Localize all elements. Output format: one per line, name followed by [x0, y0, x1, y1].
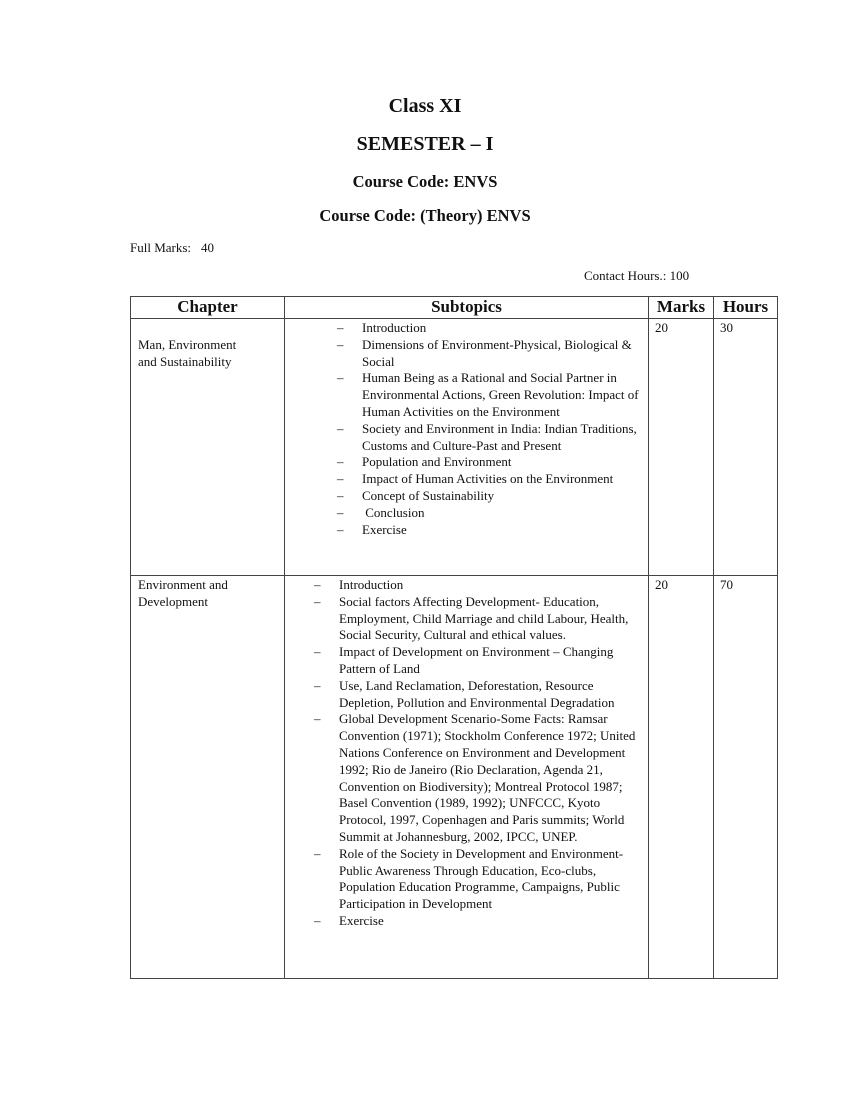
list-item: [314, 577, 644, 594]
dash-bullet: –: [314, 711, 321, 727]
list-item: [337, 454, 646, 471]
list-item: [314, 593, 644, 644]
list-item: [337, 320, 646, 337]
dash-bullet: –: [337, 487, 344, 503]
dash-bullet: –: [337, 504, 344, 520]
marks-cell: [649, 319, 714, 576]
list-item: [337, 370, 646, 420]
dash-bullet: –: [337, 521, 344, 537]
dash-bullet: –: [337, 420, 344, 436]
chapter-title-line: Man, Environment: [138, 337, 237, 352]
dash-bullet: –: [314, 593, 321, 609]
hours-cell: [714, 576, 778, 979]
subtopic-text: Concept of Sustainability: [362, 487, 495, 503]
header-marks: Marks: [649, 297, 714, 319]
dash-bullet: –: [337, 471, 344, 487]
subtopic-text: Dimensions of Environment-Physical, Biological & Social: [362, 336, 632, 369]
list-item: [314, 677, 644, 712]
chapter-title-line: Environment and: [138, 577, 228, 592]
dash-bullet: –: [314, 577, 321, 592]
subtopics-cell: [285, 319, 649, 576]
marks-value: 20: [655, 577, 668, 592]
marks-value: 20: [655, 320, 668, 335]
marks-cell: [649, 576, 714, 979]
syllabus-table: [130, 296, 778, 979]
contact-hours: Contact Hours.: 100: [584, 268, 690, 283]
dash-bullet: –: [337, 336, 344, 352]
header-hours: Hours: [714, 297, 778, 319]
course-code-theory: Course Code: (Theory) ENVS: [319, 206, 531, 225]
subtopic-text: Impact of Human Activities on the Environment: [362, 471, 614, 487]
full-marks-label: Full Marks:: [130, 240, 192, 255]
list-item: [337, 471, 646, 488]
subtopic-text: Global Development Scenario-Some Facts: Ramsar Convention (1971); Stockholm Conference 1972; United Nations Conference on Environment and Development 1992; Rio de Janeiro (Rio Declaration, Agenda 21, Convention on Biodiversity); Montreal Protocol 1987; Basel Convention (1989, 1992); UNFCCC, Kyoto Protocol, 1997, Copenhagen and Paris summits; World Summit at Johannesburg, 2002, IPCC, UNEP.: [339, 711, 636, 844]
list-item: [337, 487, 646, 505]
header-chapter: Chapter: [131, 297, 285, 319]
subtopics-cell: [285, 576, 649, 979]
subtopic-text: Role of the Society in Development and Environment-Public Awareness Through Education, Eco-clubs, Population Education Programme, Campaigns, Public Participation in Development: [339, 845, 624, 912]
list-item: [337, 420, 646, 455]
course-code: Course Code: ENVS: [352, 172, 498, 191]
subtopic-text: Impact of Development on Environment – Changing Pattern of Land: [339, 644, 614, 676]
dash-bullet: –: [337, 370, 344, 386]
dash-bullet: –: [337, 320, 344, 335]
dash-bullet: –: [314, 845, 321, 861]
subtopic-text: Introduction: [339, 577, 404, 592]
subtopics-list: [285, 319, 648, 538]
list-item: [314, 912, 644, 930]
chapter-title-line: Development: [138, 593, 209, 609]
subtopic-text: Society and Environment in India: Indian Traditions, Customs and Culture-Past and Present: [362, 420, 637, 453]
class-title: Class XI: [388, 95, 462, 117]
subtopic-text: Use, Land Reclamation, Deforestation, Resource Depletion, Pollution and Environmental Degradation: [339, 677, 615, 710]
subtopics-list: [285, 576, 648, 930]
subtopic-text: Exercise: [362, 521, 407, 537]
hours-value: 70: [720, 577, 733, 592]
chapter-cell: [131, 576, 285, 979]
list-item: [337, 504, 646, 522]
full-marks-value: 40: [201, 240, 215, 255]
chapter-cell: [131, 319, 285, 576]
list-item: [314, 711, 644, 845]
subtopic-text: Introduction: [362, 320, 427, 335]
subtopic-text: Population and Environment: [362, 454, 512, 470]
list-item: [314, 644, 644, 678]
dash-bullet: –: [337, 454, 344, 470]
dash-bullet: –: [314, 644, 321, 660]
subtopic-text: Social factors Affecting Development- Education, Employment, Child Marriage and child Labour, Health, Social Security, Cultural and ethical values.: [339, 593, 629, 643]
chapter-title-line: and Sustainability: [138, 353, 232, 369]
full-marks: [130, 240, 214, 256]
table-row: [131, 319, 778, 576]
header-subtopics: Subtopics: [285, 297, 649, 319]
list-item: [337, 336, 646, 371]
subtopic-text: Conclusion: [362, 504, 425, 520]
dash-bullet: –: [314, 912, 321, 928]
hours-cell: [714, 319, 778, 576]
dash-bullet: –: [314, 677, 321, 693]
table-row: [131, 576, 778, 979]
semester-title: SEMESTER – I: [356, 133, 494, 155]
hours-value: 30: [720, 320, 733, 335]
subtopic-text: Exercise: [339, 912, 384, 928]
list-item: [314, 845, 644, 913]
table-header-row: [131, 297, 778, 319]
list-item: [337, 521, 646, 539]
subtopic-text: Human Being as a Rational and Social Partner in Environmental Actions, Green Revolution: Impact of Human Activities on the Environment: [362, 370, 639, 419]
